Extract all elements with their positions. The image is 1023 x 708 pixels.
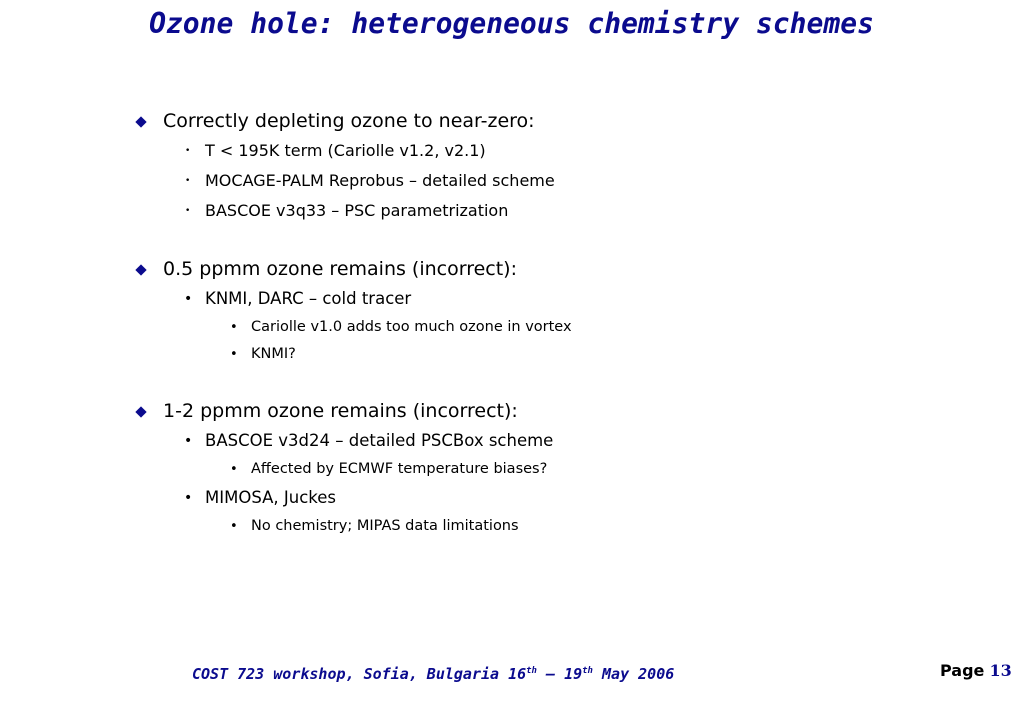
bullet-icon: • [230,347,238,362]
bullet-icon: • [185,176,191,186]
footer-event-text [192,658,674,687]
sub-list-item [0,314,1023,341]
list-item [0,196,1023,226]
list-item [0,284,1023,314]
list-item [0,483,1023,513]
sub-list-item [0,456,1023,483]
diamond-bullet-icon [135,406,146,417]
footer-event-prefix: COST 723 workshop, Sofia, Bulgaria 16 [192,665,527,683]
diamond-bullet-icon [135,116,146,127]
sub-list-item-text: KNMI? [251,346,296,362]
section-heading [0,396,1023,426]
section-heading-text: 1-2 ppmm ozone remains (incorrect): [163,400,518,422]
section-heading-text: 0.5 ppmm ozone remains (incorrect): [163,258,517,280]
list-item-text: MIMOSA, Juckes [205,488,336,507]
section-heading-text: Correctly depleting ozone to near-zero: [163,110,535,132]
page-indicator [940,658,1012,684]
bullet-icon: • [184,291,193,307]
sub-list-item-text: Affected by ECMWF temperature biases? [251,461,548,477]
bullet-icon: • [230,519,238,534]
section-heading [0,254,1023,284]
slide-title: Ozone hole: heterogeneous chemistry schemes [149,7,874,40]
list-item-text: KNMI, DARC – cold tracer [205,289,412,308]
sub-list-item-text: No chemistry; MIPAS data limitations [251,518,519,534]
list-item [0,136,1023,166]
list-item [0,426,1023,456]
footer-event-suffix: May 2006 [592,665,675,683]
sub-list-item [0,341,1023,368]
bullet-icon: • [184,490,193,506]
list-item-text: MOCAGE-PALM Reprobus – detailed scheme [205,171,555,190]
page-number: 13 [989,661,1012,680]
slide-content [0,106,1023,540]
bullet-icon: • [230,320,238,335]
bullet-icon: • [185,206,191,216]
page-label: Page [940,661,985,680]
sub-list-item [0,513,1023,540]
footer-sup-2: th [582,666,593,676]
list-item-text: T < 195K term (Cariolle v1.2, v2.1) [205,141,486,160]
bullet-icon: • [185,146,191,156]
list-item-text: BASCOE v3q33 – PSC parametrization [205,201,509,220]
list-item [0,166,1023,196]
section-heading [0,106,1023,136]
sub-list-item-text: Cariolle v1.0 adds too much ozone in vortex [251,319,572,335]
bullet-icon: • [184,433,193,449]
footer-sup-1: th [526,666,537,676]
diamond-bullet-icon [135,264,146,275]
slide-footer [0,658,1023,684]
list-item-text: BASCOE v3d24 – detailed PSCBox scheme [205,431,554,450]
bullet-icon: • [230,462,238,477]
footer-dash: – 19 [536,665,583,683]
